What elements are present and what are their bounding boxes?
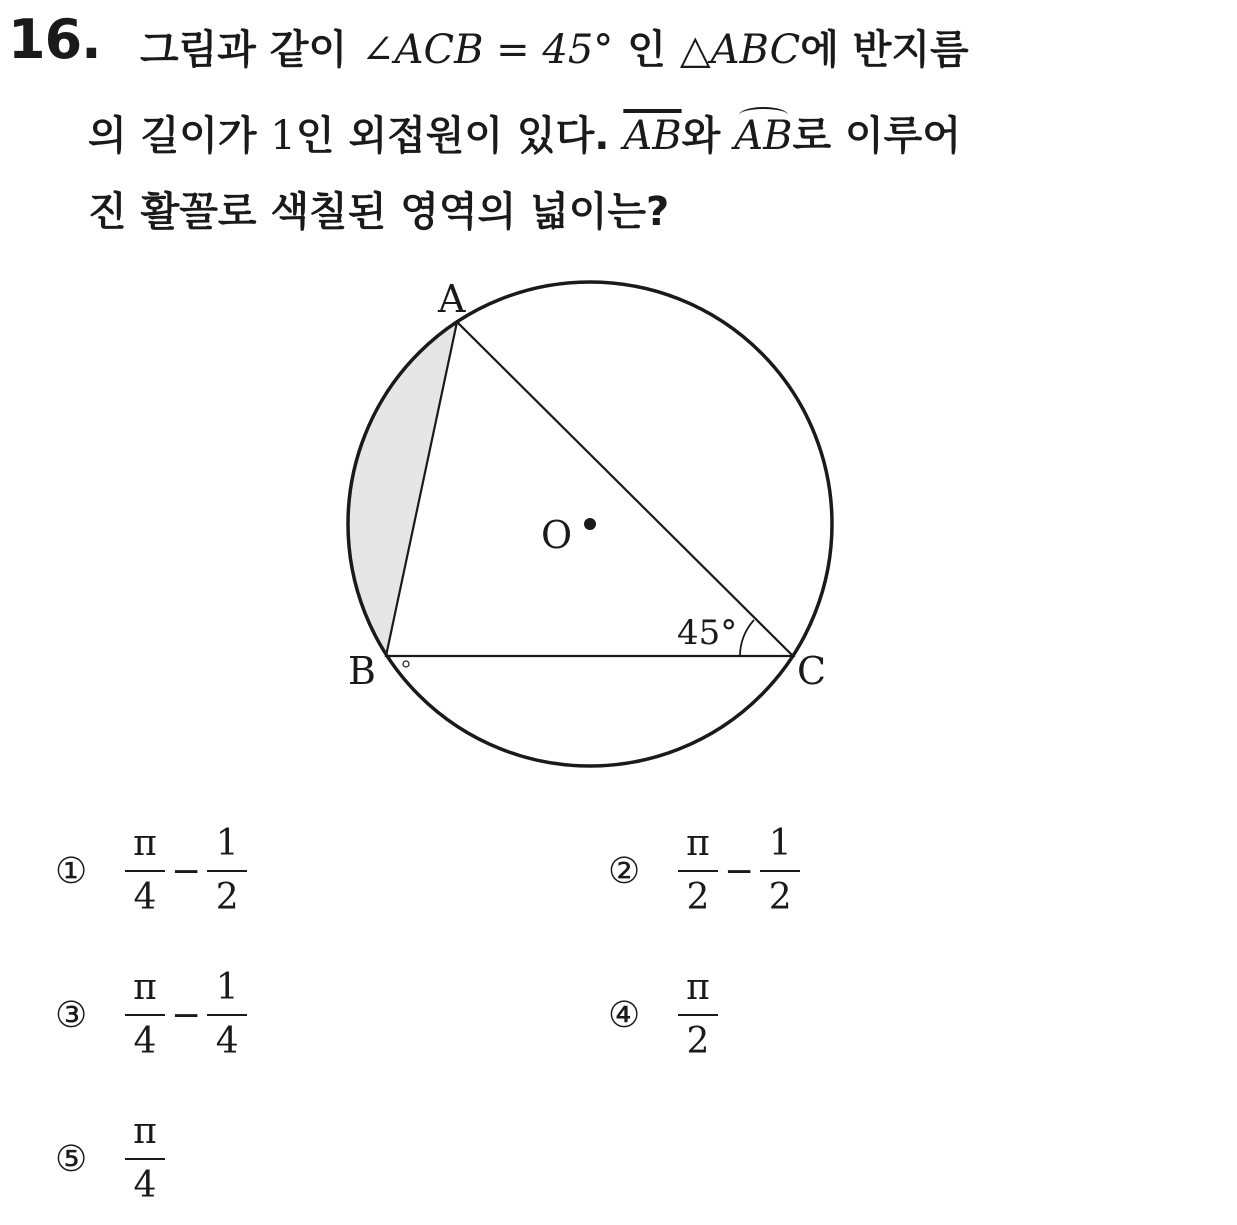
question-text: 진 활꼴로 색칠된 영역의 넓이는? <box>88 189 670 235</box>
question-text: 로 이루어 <box>792 113 961 159</box>
label-o: O <box>541 513 573 557</box>
fraction <box>678 967 718 1062</box>
denominator: 4 <box>133 877 157 918</box>
small-mark-b <box>403 661 409 667</box>
denominator: 4 <box>215 1021 239 1062</box>
angle-arc-c <box>740 620 754 656</box>
denominator: 2 <box>768 877 792 918</box>
minus-sign: − <box>171 994 202 1036</box>
numerator: 1 <box>215 823 239 864</box>
denominator: 4 <box>133 1165 157 1206</box>
choice-marker: ① <box>55 850 88 892</box>
numerator: 1 <box>768 823 792 864</box>
center-dot <box>584 518 596 530</box>
question-text: 에 반지름 <box>800 27 969 73</box>
label-a: A <box>438 277 466 321</box>
question-text: 인 <box>613 27 680 73</box>
choice-marker: ⑤ <box>55 1138 88 1180</box>
fraction <box>207 967 247 1062</box>
question-text: 의 길이가 <box>88 113 271 159</box>
radius-value: 1 <box>270 113 296 159</box>
fraction <box>125 823 165 918</box>
denominator: 2 <box>215 877 239 918</box>
numerator: π <box>133 823 157 864</box>
denominator: 2 <box>686 877 710 918</box>
choice-marker: ③ <box>55 994 88 1036</box>
angle-label: 45° <box>677 613 738 653</box>
fraction <box>125 1111 165 1206</box>
arc-label: AB <box>734 113 793 159</box>
fraction <box>678 823 718 918</box>
minus-sign: − <box>171 850 202 892</box>
triangle-expression: △ABC <box>679 27 801 73</box>
denominator: 4 <box>133 1021 157 1062</box>
numerator: 1 <box>215 967 239 1008</box>
choice-2[interactable] <box>608 823 800 918</box>
denominator: 2 <box>686 1021 710 1062</box>
angle-expression: ∠ACB = 45° <box>361 27 614 73</box>
choice-marker: ④ <box>608 994 641 1036</box>
question-text: 와 <box>681 113 735 159</box>
question-text: 인 외접원이 있다. <box>295 113 624 159</box>
numerator: π <box>686 823 710 864</box>
choice-3[interactable] <box>55 967 247 1062</box>
numerator: π <box>686 967 710 1008</box>
numerator: π <box>133 967 157 1008</box>
fraction <box>760 823 800 918</box>
choice-1[interactable] <box>55 823 247 918</box>
numerator: π <box>133 1111 157 1152</box>
segment-label: $\overline{AB}$ <box>623 113 682 159</box>
fraction <box>207 823 247 918</box>
choice-marker: ② <box>608 850 641 892</box>
question-text: 그림과 같이 <box>140 27 362 73</box>
label-c: C <box>797 649 827 693</box>
label-b: B <box>348 649 376 693</box>
choice-5[interactable] <box>55 1111 165 1206</box>
question-number: 16. <box>8 8 101 71</box>
minus-sign: − <box>724 850 755 892</box>
triangle-abc <box>386 322 793 656</box>
choice-4[interactable] <box>608 967 718 1062</box>
fraction <box>125 967 165 1062</box>
